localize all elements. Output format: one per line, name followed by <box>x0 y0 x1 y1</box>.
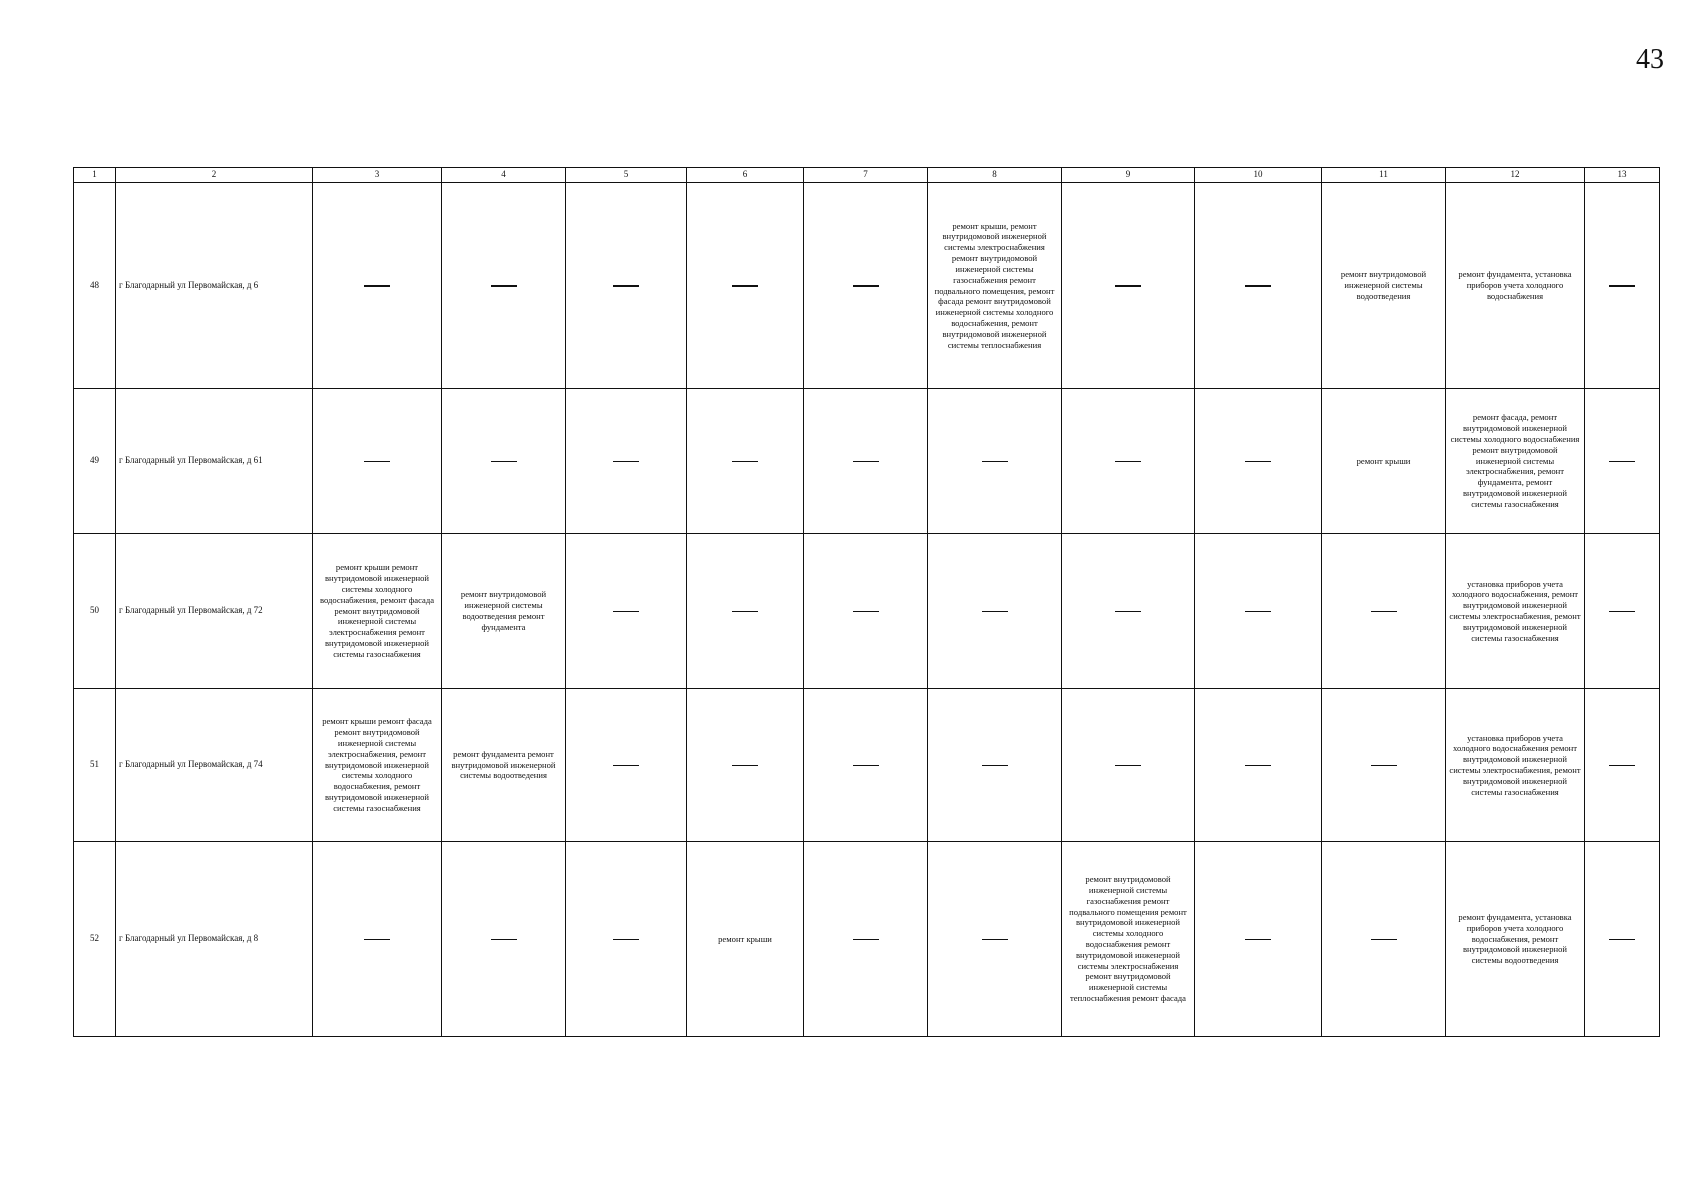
work-cell <box>687 689 804 842</box>
work-cell <box>1322 183 1446 389</box>
work-cell <box>1446 534 1585 689</box>
work-description: ремонт внутридомовой инженерной системы газоснабжения ремонт подвального помещения ремонт внутридомовой инженерной системы холодного водоснабжения ремонт внутридомовой инженерной системы электроснабжения ремонт внутридомовой инженерной системы теплоснабжения ремонт фасада <box>1069 874 1187 1004</box>
empty-dash <box>732 461 758 462</box>
empty-dash <box>853 765 879 766</box>
work-cell <box>687 842 804 1037</box>
empty-dash <box>732 611 758 612</box>
work-cell <box>687 534 804 689</box>
work-cell <box>687 389 804 534</box>
column-header: 10 <box>1195 168 1322 183</box>
work-cell <box>1322 689 1446 842</box>
work-cell <box>687 183 804 389</box>
empty-dash <box>1371 611 1397 612</box>
empty-dash <box>982 939 1008 940</box>
work-cell <box>313 534 442 689</box>
work-description: ремонт крыши, ремонт внутридомовой инженерной системы электроснабжения ремонт внутридомовой инженерной системы газоснабжения ремонт подвального помещения, ремонт фасада ремонт внутридомовой инженерной системы холодного водоснабжения, ремонт внутридомовой инженерной системы теплоснабжения <box>934 220 1055 350</box>
address-cell: г Благодарный ул Первомайская, д 61 <box>116 389 313 534</box>
work-cell <box>804 183 928 389</box>
address-cell: г Благодарный ул Первомайская, д 74 <box>116 689 313 842</box>
empty-dash <box>1245 939 1271 940</box>
empty-dash <box>1245 285 1271 286</box>
column-header: 2 <box>116 168 313 183</box>
work-description: ремонт крыши ремонт фасада ремонт внутридомовой инженерной системы электроснабжения, ремонт внутридомовой инженерной системы холодного водоснабжения, ремонт внутридомовой инженерной системы газоснабжения <box>322 716 432 813</box>
work-description: ремонт внутридомовой инженерной системы водоотведения ремонт фундамента <box>460 589 547 632</box>
work-cell <box>928 842 1062 1037</box>
work-description: ремонт фундамента ремонт внутридомовой инженерной системы водоотведения <box>451 748 556 781</box>
column-header: 13 <box>1585 168 1660 183</box>
empty-dash <box>613 765 639 766</box>
work-cell <box>566 842 687 1037</box>
empty-dash <box>853 285 879 286</box>
empty-dash <box>1371 765 1397 766</box>
work-cell <box>1585 842 1660 1037</box>
work-cell <box>1195 183 1322 389</box>
empty-dash <box>1609 939 1635 940</box>
empty-dash <box>491 285 517 286</box>
work-cell <box>1446 842 1585 1037</box>
work-cell <box>313 389 442 534</box>
row-number-cell: 51 <box>74 689 116 842</box>
empty-dash <box>1115 611 1141 612</box>
work-cell <box>1446 689 1585 842</box>
work-cell <box>442 534 566 689</box>
work-cell <box>313 689 442 842</box>
work-cell <box>1195 534 1322 689</box>
work-cell <box>1585 389 1660 534</box>
empty-dash <box>1245 765 1271 766</box>
column-header: 5 <box>566 168 687 183</box>
work-cell <box>1446 183 1585 389</box>
empty-dash <box>364 939 390 940</box>
row-number-cell: 50 <box>74 534 116 689</box>
work-description: установка приборов учета холодного водоснабжения ремонт внутридомовой инженерной системы электроснабжения, ремонт внутридомовой инженерной системы газоснабжения <box>1449 732 1581 797</box>
empty-dash <box>1115 461 1141 462</box>
work-cell <box>313 842 442 1037</box>
empty-dash <box>613 611 639 612</box>
empty-dash <box>1245 611 1271 612</box>
work-cell <box>1585 689 1660 842</box>
column-header: 7 <box>804 168 928 183</box>
work-cell <box>1062 389 1195 534</box>
work-cell <box>1322 842 1446 1037</box>
work-cell <box>1062 183 1195 389</box>
empty-dash <box>732 285 758 286</box>
work-description: ремонт внутридомовой инженерной системы водоотведения <box>1340 269 1427 301</box>
repair-schedule-table <box>73 167 1660 1037</box>
column-header: 9 <box>1062 168 1195 183</box>
address-cell: г Благодарный ул Первомайская, д 8 <box>116 842 313 1037</box>
empty-dash <box>982 765 1008 766</box>
empty-dash <box>364 285 390 286</box>
work-cell <box>804 389 928 534</box>
work-cell <box>1062 689 1195 842</box>
work-description: ремонт крыши <box>1356 455 1411 466</box>
empty-dash <box>1609 765 1635 766</box>
work-cell <box>566 534 687 689</box>
empty-dash <box>1115 765 1141 766</box>
work-description: ремонт крыши ремонт внутридомовой инженерной системы холодного водоснабжения, ремонт фасада ремонт внутридомовой инженерной системы электроснабжения ремонт внутридомовой инженерной системы газоснабжения <box>319 562 435 659</box>
work-cell <box>1322 534 1446 689</box>
work-description: ремонт фундамента, установка приборов учета холодного водоснабжения <box>1458 269 1572 301</box>
empty-dash <box>1371 939 1397 940</box>
work-cell <box>1062 534 1195 689</box>
work-cell <box>804 842 928 1037</box>
work-cell <box>566 389 687 534</box>
column-header: 8 <box>928 168 1062 183</box>
row-number-cell: 49 <box>74 389 116 534</box>
work-cell <box>804 689 928 842</box>
work-cell <box>1585 183 1660 389</box>
empty-dash <box>364 461 390 462</box>
work-cell <box>928 389 1062 534</box>
empty-dash <box>613 939 639 940</box>
row-number-cell: 52 <box>74 842 116 1037</box>
column-header: 4 <box>442 168 566 183</box>
work-description: ремонт фундамента, установка приборов учета холодного водоснабжения, ремонт внутридомовой инженерной системы водоотведения <box>1458 911 1572 966</box>
work-cell <box>566 183 687 389</box>
column-header: 3 <box>313 168 442 183</box>
column-header: 6 <box>687 168 804 183</box>
work-cell <box>442 183 566 389</box>
empty-dash <box>853 939 879 940</box>
work-description: ремонт фасада, ремонт внутридомовой инженерной системы холодного водоснабжения ремонт внутридомовой инженерной системы электроснабжения, ремонт фундамента, ремонт внутридомовой инженерной системы газоснабжения <box>1450 412 1580 509</box>
work-cell <box>1322 389 1446 534</box>
table-row <box>74 842 1660 1037</box>
empty-dash <box>1245 461 1271 462</box>
address-cell: г Благодарный ул Первомайская, д 6 <box>116 183 313 389</box>
work-description: ремонт крыши <box>718 933 772 944</box>
empty-dash <box>491 939 517 940</box>
work-cell <box>313 183 442 389</box>
work-description: установка приборов учета холодного водоснабжения, ремонт внутридомовой инженерной системы электроснабжения, ремонт внутридомовой инженерной системы газоснабжения <box>1449 578 1581 643</box>
work-cell <box>1195 842 1322 1037</box>
work-cell <box>804 534 928 689</box>
empty-dash <box>1609 461 1635 462</box>
work-cell <box>442 689 566 842</box>
column-number-row <box>74 168 1660 183</box>
empty-dash <box>853 611 879 612</box>
work-cell <box>566 689 687 842</box>
work-cell <box>442 389 566 534</box>
empty-dash <box>613 285 639 286</box>
empty-dash <box>732 765 758 766</box>
work-cell <box>928 534 1062 689</box>
work-cell <box>1195 689 1322 842</box>
work-cell <box>1195 389 1322 534</box>
column-header: 1 <box>74 168 116 183</box>
row-number-cell: 48 <box>74 183 116 389</box>
table-row <box>74 689 1660 842</box>
empty-dash <box>853 461 879 462</box>
table-row <box>74 389 1660 534</box>
work-cell <box>928 689 1062 842</box>
table-row <box>74 534 1660 689</box>
column-header: 12 <box>1446 168 1585 183</box>
work-cell <box>1062 842 1195 1037</box>
table-row <box>74 183 1660 389</box>
empty-dash <box>1609 285 1635 286</box>
column-header: 11 <box>1322 168 1446 183</box>
work-cell <box>1446 389 1585 534</box>
empty-dash <box>982 611 1008 612</box>
empty-dash <box>613 461 639 462</box>
empty-dash <box>1115 285 1141 286</box>
empty-dash <box>1609 611 1635 612</box>
empty-dash <box>982 461 1008 462</box>
work-cell <box>1585 534 1660 689</box>
address-cell: г Благодарный ул Первомайская, д 72 <box>116 534 313 689</box>
empty-dash <box>491 461 517 462</box>
work-cell <box>442 842 566 1037</box>
work-cell <box>928 183 1062 389</box>
page-number: 43 <box>1636 44 1664 75</box>
